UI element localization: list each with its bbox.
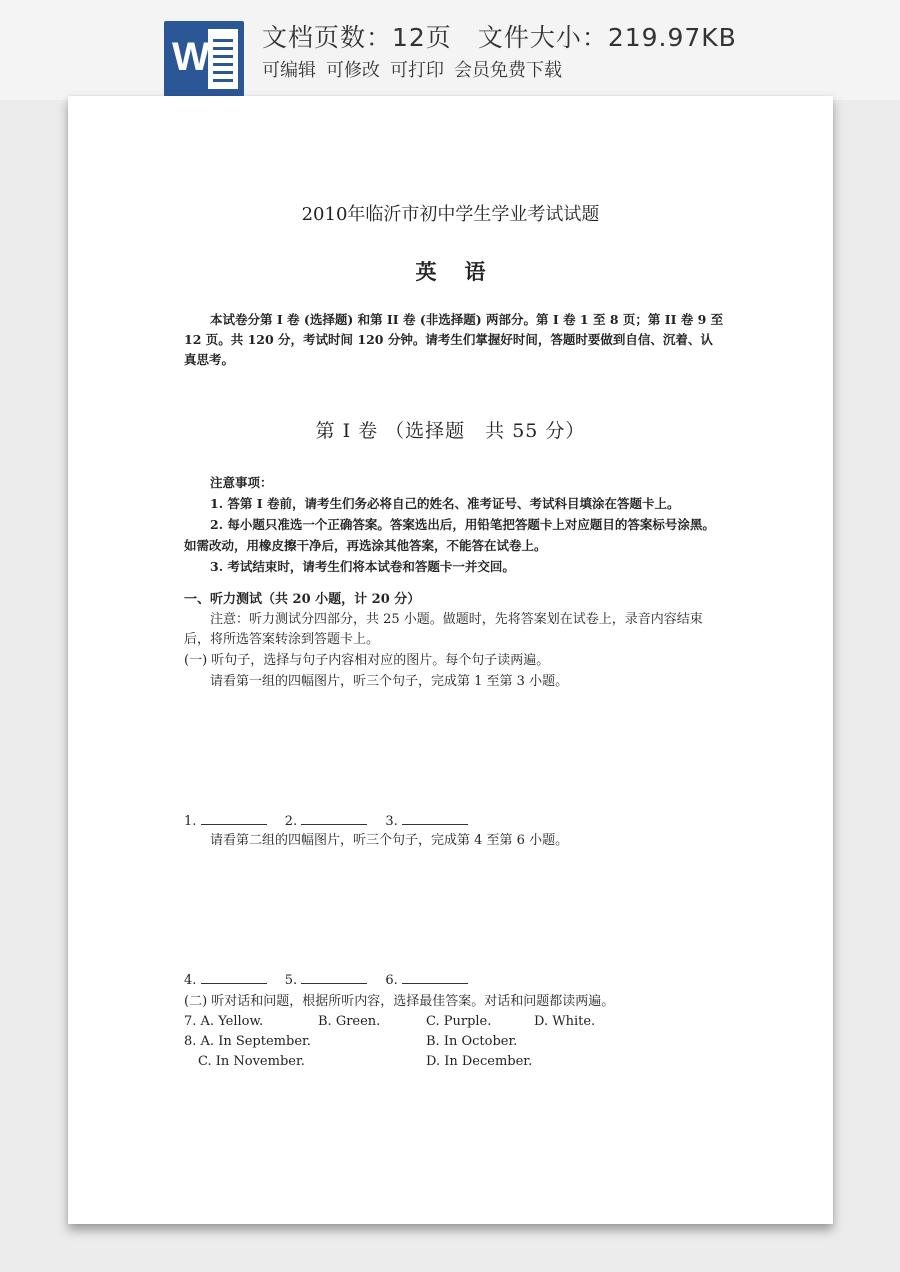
tag-printable: 可打印: [390, 60, 444, 81]
answer-blank[interactable]: [301, 971, 367, 984]
blank-label: 2.: [284, 814, 298, 829]
answer-blank[interactable]: [201, 971, 267, 984]
notes-heading: 注意事项：: [210, 475, 273, 490]
option: C. Purple.: [426, 1014, 492, 1029]
answer-blanks-group2: [184, 971, 468, 991]
note-item: 1. 答第 I 卷前，请考生们务必将自己的姓名、准考证号、考试科目填涂在答题卡上。: [210, 496, 680, 511]
file-meta: [262, 18, 737, 54]
answer-blank[interactable]: [301, 812, 367, 825]
sub-part-2: (二) 听对话和问题，根据所听内容，选择最佳答案。对话和问题都读两遍。: [184, 994, 615, 1009]
exam-intro: 本试卷分第 I 卷 (选择题) 和第 II 卷 (非选择题) 两部分。第 I 卷 1 至 8 页；第 II 卷 9 至 12 页。共 120 分，考试时间 120 分钟。请考生们掌握好时间，答题时要做到自信、沉着、认真思考。: [184, 312, 724, 367]
page-count: 文档页数：12页: [262, 23, 452, 52]
blank-label: 4.: [184, 973, 197, 988]
part1-note: 注意：听力测试分四部分，共 25 小题。做题时，先将答案划在试卷上，录音内容结束: [210, 612, 703, 627]
option: D. White.: [534, 1014, 596, 1029]
feature-tags: [262, 56, 562, 82]
part1-heading: 一、听力测试（共 20 小题，计 20 分）: [184, 592, 421, 607]
tag-editable: 可编辑: [262, 60, 316, 81]
option: B. In October.: [426, 1034, 518, 1049]
tag-member-free-download: 会员免费下载: [454, 60, 562, 81]
note-item: 3. 考试结束时，请考生们将本试卷和答题卡一并交回。: [210, 559, 515, 574]
document-page: [68, 96, 833, 1224]
answer-blanks-group1: [184, 812, 468, 832]
question-7: [184, 1012, 263, 1032]
section-title: 第 I 卷 （选择题 共 55 分）: [315, 420, 586, 442]
option: B. Green.: [318, 1014, 381, 1029]
answer-blank[interactable]: [402, 971, 468, 984]
answer-blank[interactable]: [402, 812, 468, 825]
answer-blank[interactable]: [201, 812, 267, 825]
sub-part-1: (一) 听句子，选择与句子内容相对应的图片。每个句子读两遍。: [184, 653, 550, 668]
blank-label: 6.: [385, 973, 398, 988]
exam-title: 2010年临沂市初中学生学业考试试题: [301, 204, 600, 225]
exam-notes: [184, 472, 724, 577]
option: D. In December.: [426, 1054, 533, 1069]
tag-modifiable: 可修改: [326, 60, 380, 81]
question-8: 8. A. In September.: [184, 1034, 311, 1049]
blank-label: 5.: [284, 973, 298, 988]
note-item: 2. 每小题只准选一个正确答案。答案选出后，用铅笔把答题卡上对应题目的答案标号涂黑。如需改动，用橡皮擦干净后，再选涂其他答案，不能答在试卷上。: [184, 517, 715, 553]
document-info-banner: [0, 0, 900, 100]
word-document-icon: [164, 21, 244, 97]
option: C. In November.: [198, 1054, 305, 1069]
word-letter-w: W: [172, 35, 210, 79]
part1-note-cont: 后，将所选答案转涂到答题卡上。: [184, 632, 380, 647]
blank-label: 1.: [184, 814, 197, 829]
document-sheet-shape: [208, 29, 238, 89]
group1-instruction: 请看第一组的四幅图片，听三个句子，完成第 1 至第 3 小题。: [210, 674, 569, 689]
option: 7. A. Yellow.: [184, 1014, 264, 1029]
blank-label: 3.: [385, 814, 398, 829]
exam-subject: 英语: [415, 260, 514, 284]
group2-instruction: 请看第二组的四幅图片，听三个句子，完成第 4 至第 6 小题。: [210, 833, 569, 848]
file-size: 文件大小：219.97KB: [477, 23, 737, 52]
